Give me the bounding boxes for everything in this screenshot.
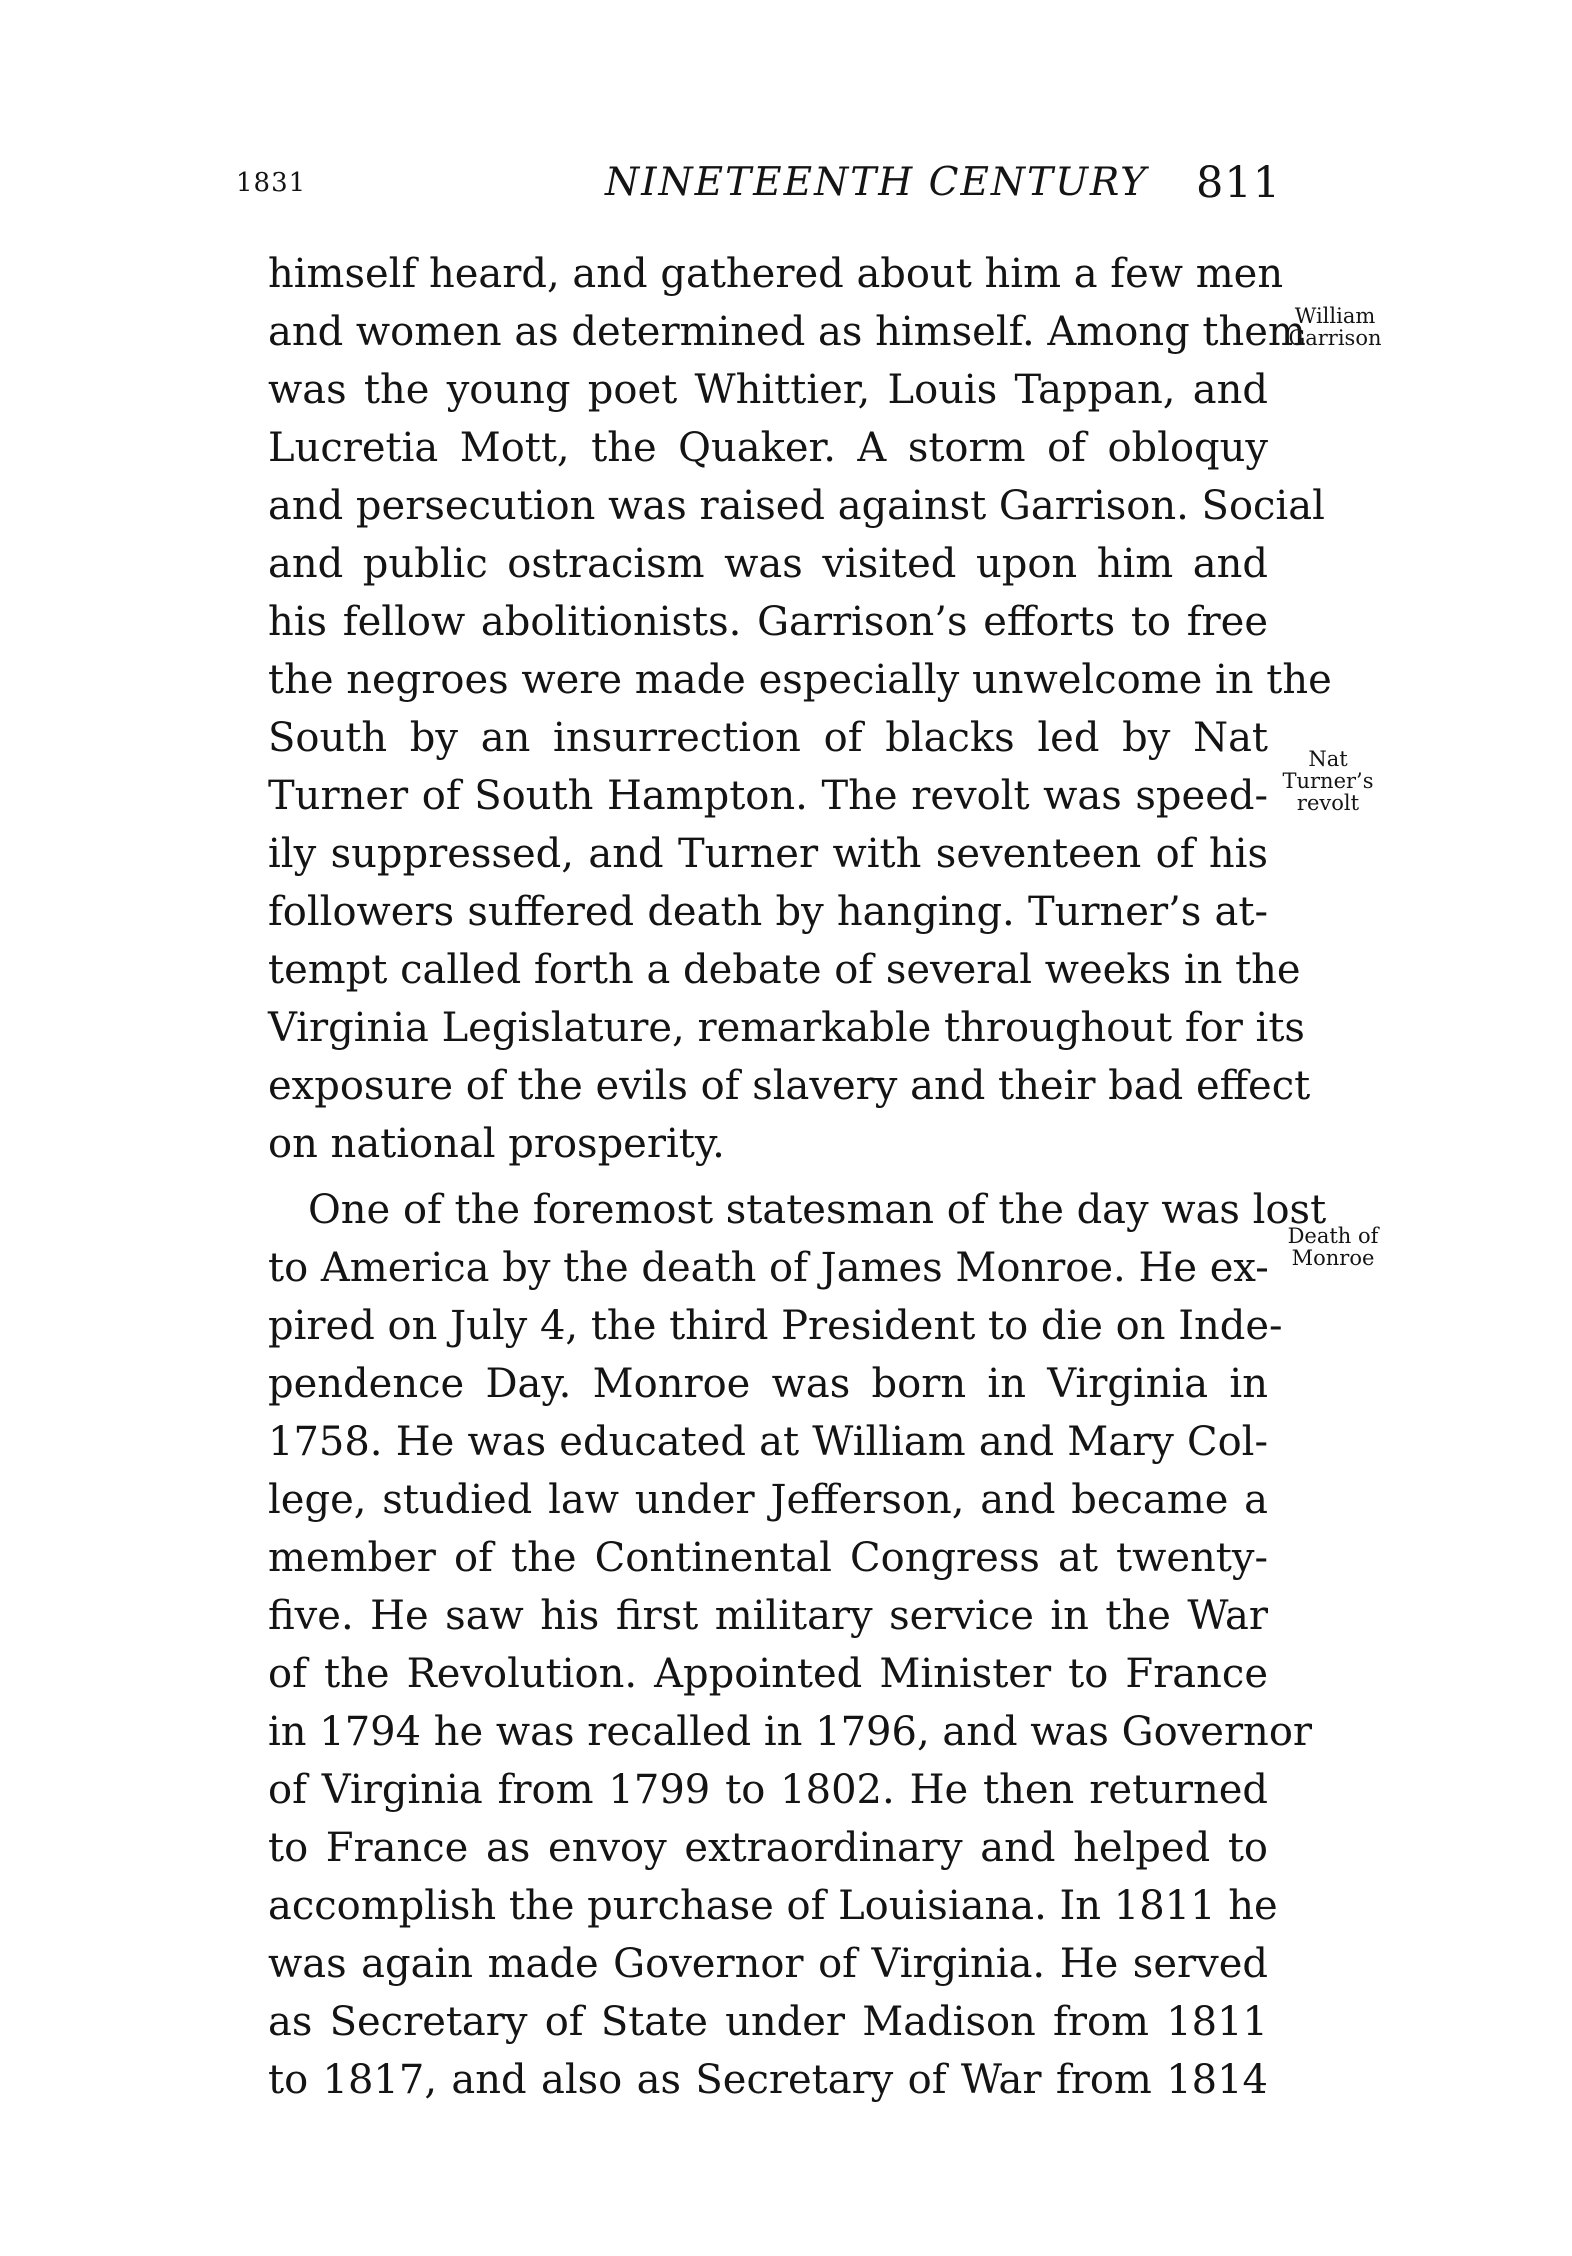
- text-line: ily suppressed, and Turner with seventeen of his: [268, 831, 1268, 877]
- text-line: the negroes were made especially unwelcome in the: [268, 657, 1332, 703]
- sidenote-line: Turner’s: [1282, 769, 1374, 793]
- sidenote-line: Nat: [1308, 747, 1348, 771]
- text-line: 1758. He was educated at William and Mary Col-: [268, 1419, 1268, 1465]
- text-line: to France as envoy extraordinary and helped to: [268, 1825, 1268, 1871]
- text-line: accomplish the purchase of Louisiana. In 1811 he: [268, 1883, 1278, 1929]
- text-line: five. He saw his first military service in the War: [268, 1593, 1268, 1639]
- sidenote-william-garrison: [1270, 305, 1400, 349]
- text-line: of the Revolution. Appointed Minister to France: [268, 1651, 1268, 1697]
- text-line: and public ostracism was visited upon him and: [268, 541, 1268, 587]
- text-line: One of the foremost statesman of the day was lost: [308, 1187, 1327, 1233]
- text-line: of Virginia from 1799 to 1802. He then returned: [268, 1767, 1268, 1813]
- running-head: [0, 0, 1572, 230]
- text-line: and persecution was raised against Garrison. Social: [268, 483, 1325, 529]
- sidenote-line: revolt: [1296, 791, 1360, 815]
- text-line: pendence Day. Monroe was born in Virginia in: [268, 1361, 1268, 1407]
- text-line: himself heard, and gathered about him a few men: [268, 251, 1284, 297]
- sidenote-line: Monroe: [1291, 1246, 1375, 1270]
- text-line: was the young poet Whittier, Louis Tappan, and: [268, 367, 1268, 413]
- sidenote-line: Death of: [1287, 1224, 1379, 1248]
- text-line: to America by the death of James Monroe. He ex-: [268, 1245, 1269, 1291]
- sidenote-line: William: [1294, 304, 1376, 328]
- body-text: [268, 245, 1332, 2109]
- paragraph-gap: [268, 1173, 1268, 1181]
- text-line: to 1817, and also as Secretary of War from 1814: [268, 2057, 1268, 2103]
- text-line: pired on July 4, the third President to die on Inde-: [268, 1303, 1283, 1349]
- text-line: followers suffered death by hanging. Turner’s at-: [268, 889, 1268, 935]
- text-line: and women as determined as himself. Among them: [268, 309, 1306, 355]
- text-line: his fellow abolitionists. Garrison’s efforts to free: [268, 599, 1268, 645]
- page-number: 811: [1196, 158, 1282, 208]
- text-line: tempt called forth a debate of several weeks in the: [268, 947, 1301, 993]
- running-title: NINETEENTH CENTURY: [605, 160, 1148, 205]
- text-line: as Secretary of State under Madison from 1811: [268, 1999, 1268, 2045]
- text-line: lege, studied law under Jefferson, and became a: [268, 1477, 1268, 1523]
- text-line: was again made Governor of Virginia. He served: [268, 1941, 1268, 1987]
- text-line: Turner of South Hampton. The revolt was speed-: [268, 773, 1268, 819]
- text-line: South by an insurrection of blacks led by Nat: [268, 715, 1268, 761]
- page-year: 1831: [236, 168, 307, 198]
- sidenote-line: Garrison: [1288, 326, 1382, 350]
- text-line: Virginia Legislature, remarkable throughout for its: [268, 1005, 1305, 1051]
- text-line: in 1794 he was recalled in 1796, and was Governor: [268, 1709, 1313, 1755]
- sidenote-nat-turners-revolt: [1268, 748, 1388, 814]
- text-line: exposure of the evils of slavery and their bad effect: [268, 1063, 1311, 1109]
- text-line: member of the Continental Congress at twenty-: [268, 1535, 1268, 1581]
- sidenote-death-of-monroe: [1268, 1225, 1398, 1269]
- text-line: on national prosperity.: [268, 1121, 725, 1167]
- text-line: Lucretia Mott, the Quaker. A storm of obloquy: [268, 425, 1268, 471]
